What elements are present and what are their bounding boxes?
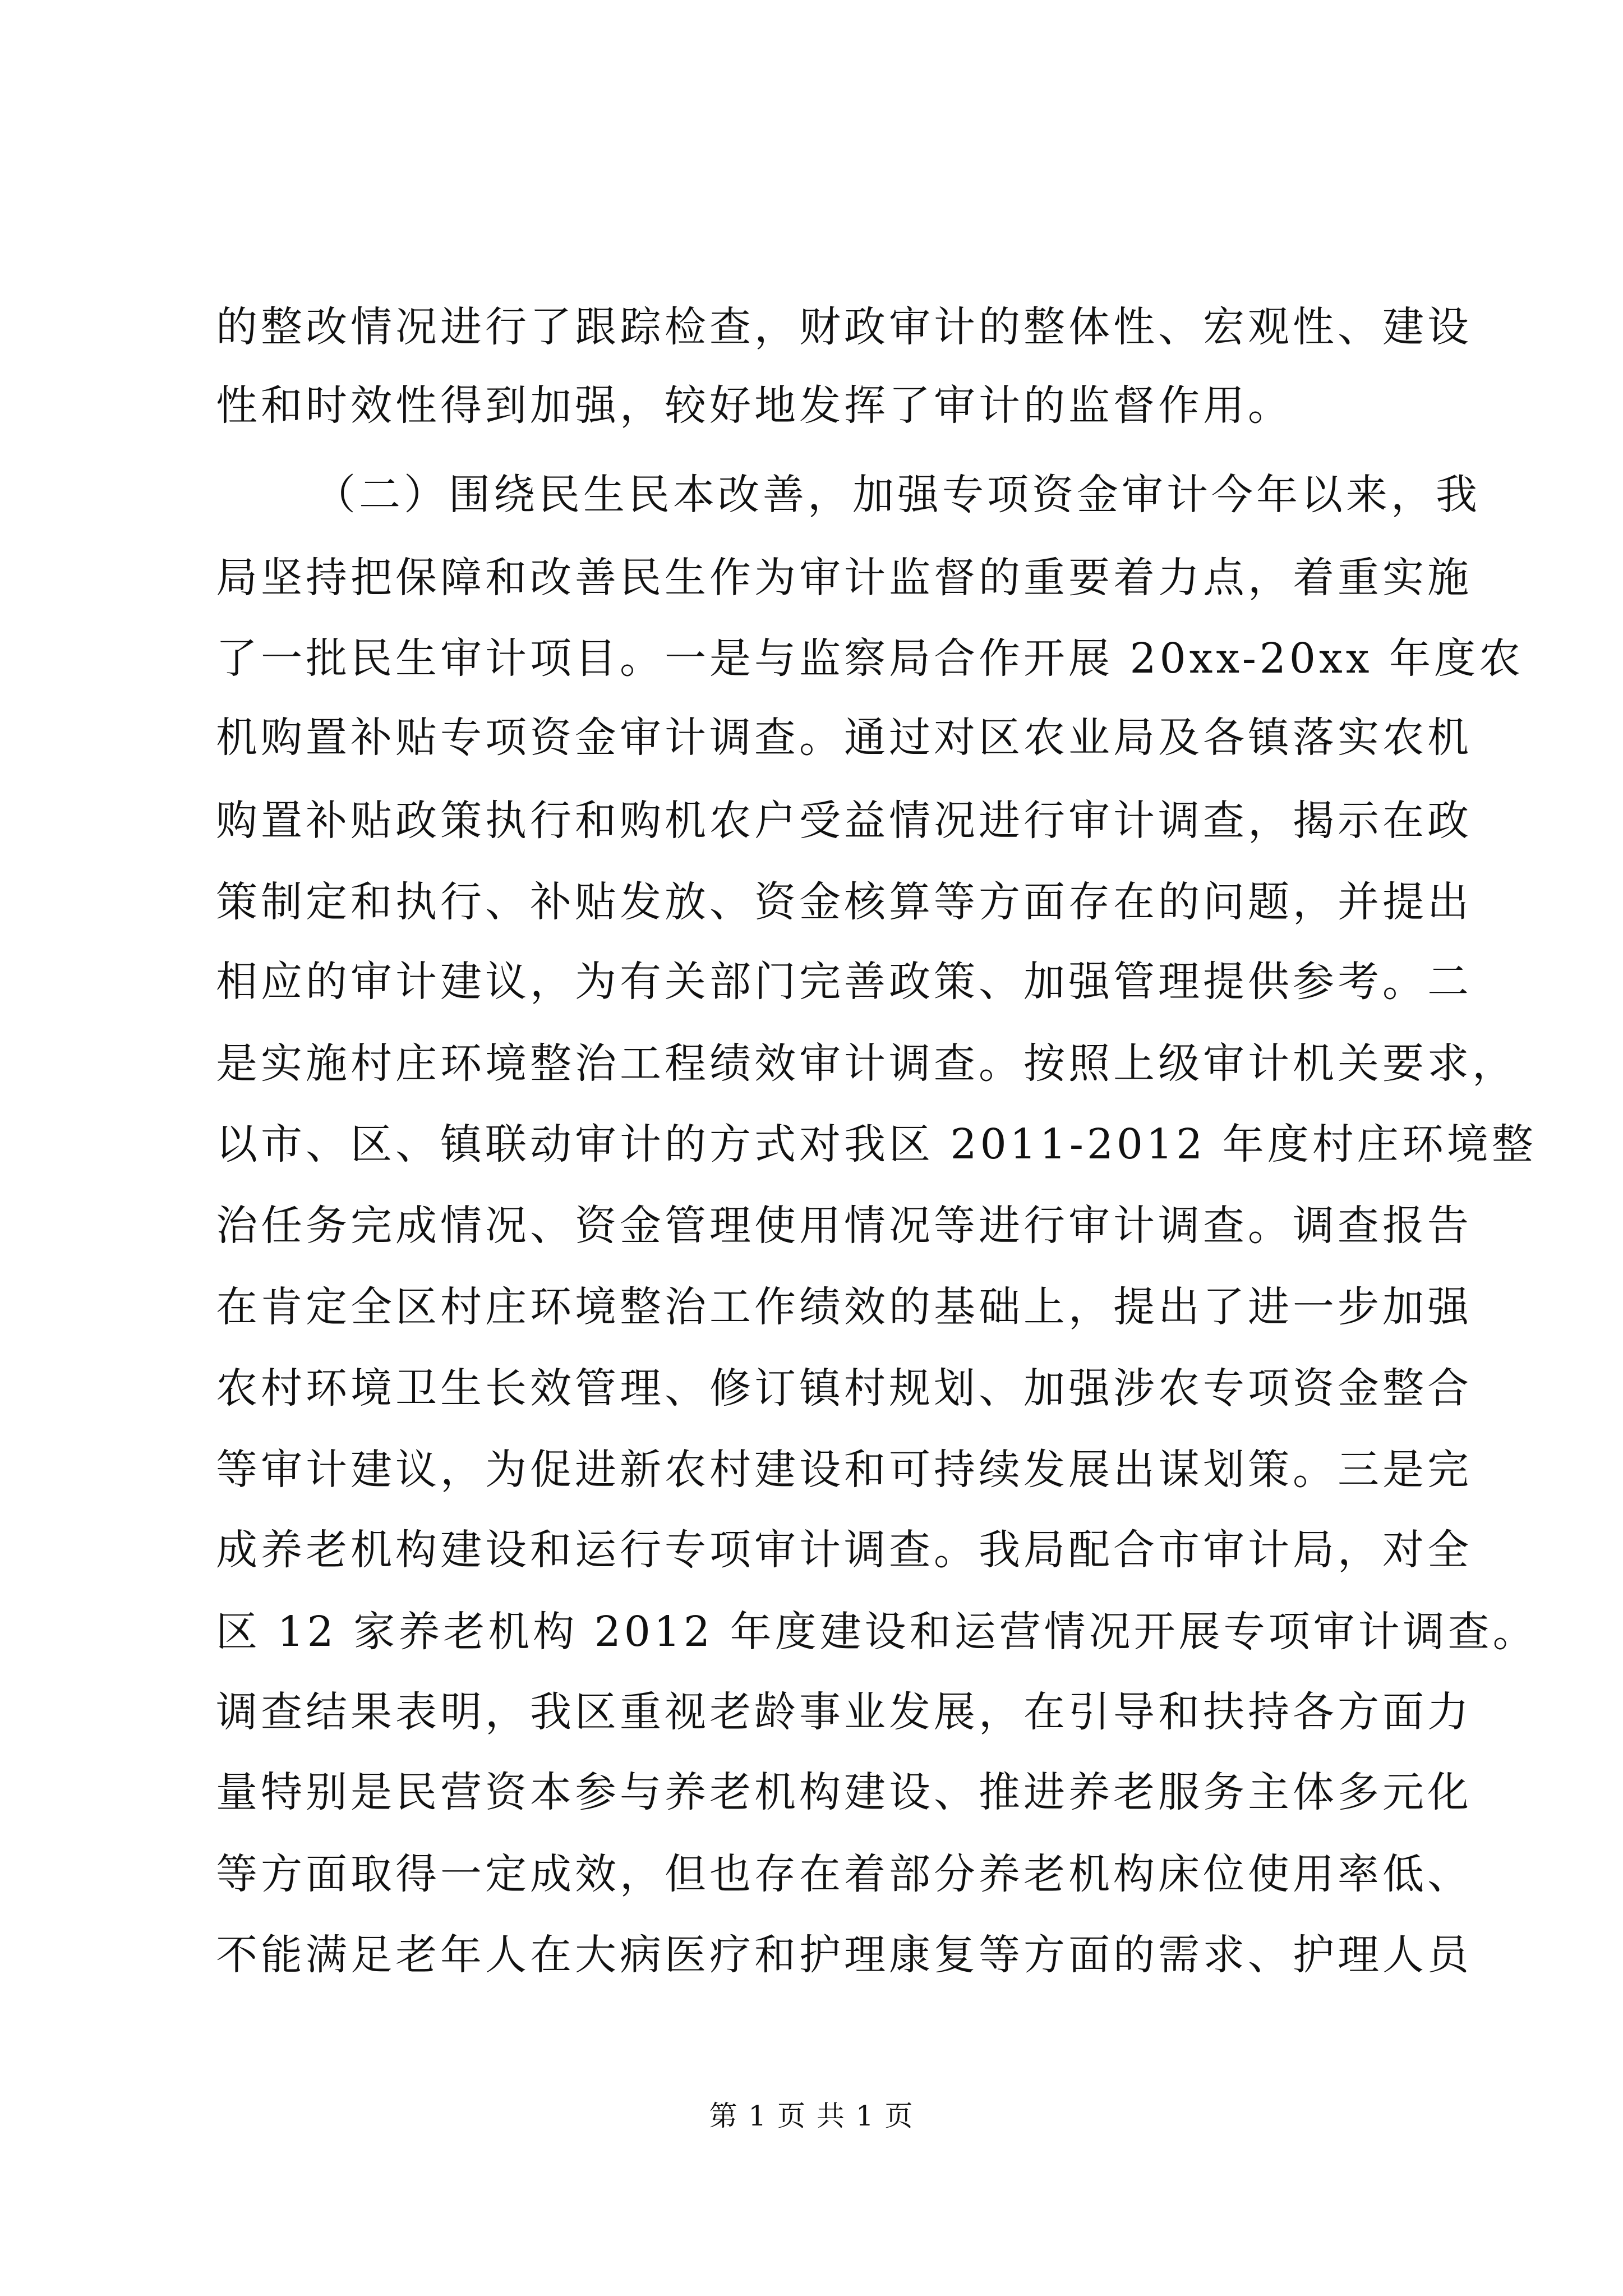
text-line: 的整改情况进行了跟踪检查，财政审计的整体性、宏观性、建设 [216,303,1472,351]
text-line: 量特别是民营资本参与养老机构建设、推进养老服务主体多元化 [216,1768,1472,1816]
text-line: 区 12 家养老机构 2012 年度建设和运营情况开展专项审计调查。 [216,1608,1538,1656]
text-line: 相应的审计建议，为有关部门完善政策、加强管理提供参考。二 [216,958,1472,1006]
text-line: 等审计建议，为促进新农村建设和可持续发展出谋划策。三是完 [216,1446,1472,1494]
text-line: 性和时效性得到加强，较好地发挥了审计的监督作用。 [216,381,1293,430]
text-line: 在肯定全区村庄环境整治工作绩效的基础上，提出了进一步加强 [216,1283,1472,1331]
text-line: 成养老机构建设和运行专项审计调查。我局配合市审计局，对全 [216,1526,1472,1574]
text-line: 是实施村庄环境整治工程绩效审计调查。按照上级审计机关要求， [216,1039,1517,1088]
text-line: 等方面取得一定成效，但也存在着部分养老机构床位使用率低、 [216,1850,1472,1898]
text-line: 了一批民生审计项目。一是与监察局合作开展 20xx-20xx 年度农 [216,634,1524,683]
text-line: 机购置补贴专项资金审计调查。通过对区农业局及各镇落实农机 [216,714,1472,762]
text-line: 策制定和执行、补贴发放、资金核算等方面存在的问题，并提出 [216,878,1472,926]
text-line: 购置补贴政策执行和购机农户受益情况进行审计调查，揭示在政 [216,797,1472,845]
text-line: 农村环境卫生长效管理、修订镇村规划、加强涉农专项资金整合 [216,1364,1472,1412]
text-line: 以市、区、镇联动审计的方式对我区 2011-2012 年度村庄环境整 [216,1120,1537,1168]
text-line: 局坚持把保障和改善民生作为审计监督的重要着力点，着重实施 [216,554,1472,602]
text-line: 调查结果表明，我区重视老龄事业发展，在引导和扶持各方面力 [216,1688,1472,1736]
page-number-footer: 第 1 页 共 1 页 [709,2100,914,2132]
paragraph-start-line: （二）围绕民生民本改善，加强专项资金审计今年以来，我 [314,471,1481,519]
text-line: 不能满足老年人在大病医疗和护理康复等方面的需求、护理人员 [216,1931,1472,1979]
text-line: 治任务完成情况、资金管理使用情况等进行审计调查。调查报告 [216,1202,1472,1250]
